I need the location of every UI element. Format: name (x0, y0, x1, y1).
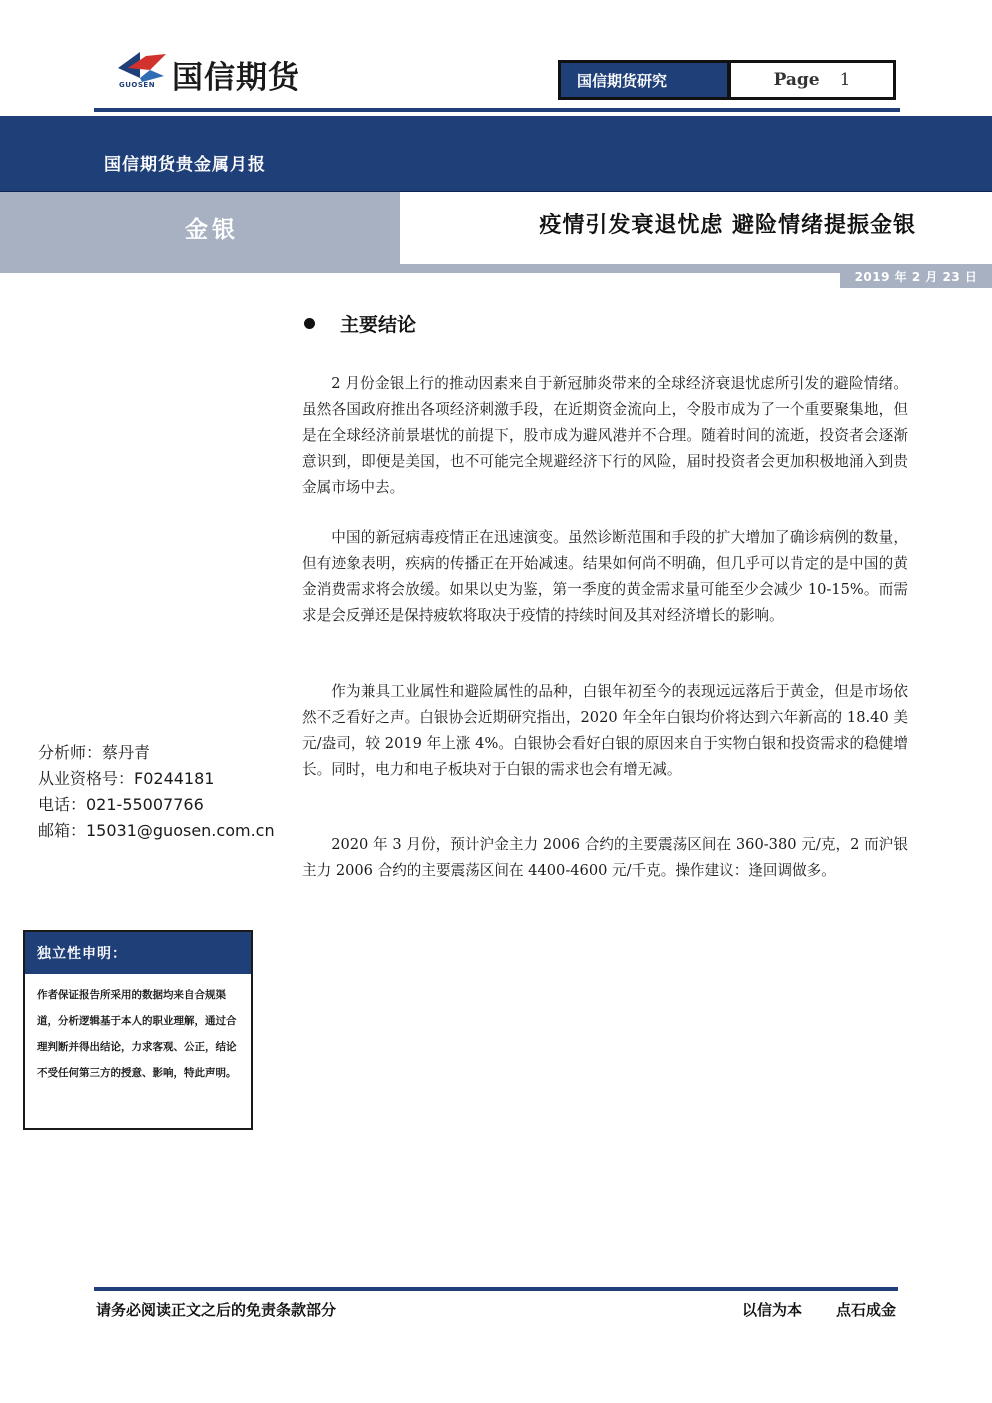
footer-slogan (640, 1299, 896, 1320)
independence-statement-box (23, 930, 253, 1130)
analyst-license: 从业资格号：F0244181 (38, 769, 215, 788)
analyst-name: 分析师：蔡丹青 (38, 743, 151, 762)
report-title: 国信期货贵金属月报 (104, 155, 266, 175)
metal-category: 金银 (185, 216, 239, 243)
header-rule (94, 108, 900, 112)
section-heading (304, 310, 416, 337)
guosen-logo-icon (116, 48, 170, 84)
analyst-info (38, 740, 275, 844)
footer-disclaimer: 请务必阅读正文之后的免责条款部分 (96, 1301, 337, 1319)
paragraph: 作为兼具工业属性和避险属性的品种，白银年初至今的表现远远落后于黄金，但是市场依然不乏看好之声。白银协会近期研究指出，2020 年全年白银均价将达到六年新高的 18.40 美元/盎司，较 2019 年上涨 4%。白银协会看好白银的原因来自于实物白银和投资需求的稳健增长。同时，电力和电子板块对于白银的需求也会有增无减。 (302, 683, 908, 778)
report-date: 2019 年 2 月 23 日 (840, 264, 992, 288)
page-number: 1 (839, 70, 851, 90)
paragraph: 2 月份金银上行的推动因素来自于新冠肺炎带来的全球经济衰退忧虑所引发的避险情绪。虽然各国政府推出各项经济刺激手段，在近期资金流向上，令股市成为了一个重要聚集地，但是在全球经济前景堪忧的前提下，股市成为避风港并不合理。随着时间的流逝，投资者会逐渐意识到，即便是美国，也不可能完全规避经济下行的风险，届时投资者会更加积极地涌入到贵金属市场中去。 (302, 375, 908, 496)
analyst-email: 邮箱：15031@guosen.com.cn (38, 821, 275, 840)
brand-sub: GUOSEN (119, 81, 156, 89)
slogan-2: 点石成金 (835, 1301, 896, 1319)
guosen-logo (116, 48, 356, 96)
analyst-phone: 电话：021-55007766 (38, 795, 204, 814)
research-label: 国信期货研究 (561, 63, 727, 97)
footer-rule (94, 1287, 898, 1291)
page-label: Page (773, 70, 820, 90)
independence-title: 独立性申明： (25, 932, 251, 974)
slogan-1: 以信为本 (741, 1301, 802, 1319)
paragraph: 中国的新冠病毒疫情正在迅速演变。虽然诊断范围和手段的扩大增加了确诊病例的数量，但有迹象表明，疾病的传播正在开始减速。结果如何尚不明确，但几乎可以肯定的是中国的黄金消费需求将会放缓。如果以史为鉴，第一季度的黄金需求量可能至少会减少 10-15%。而需求是会反弹还是保持疲软将取决于疫情的持续时间及其对经济增长的影响。 (302, 529, 908, 624)
page-indicator (731, 63, 893, 97)
research-page-box (558, 60, 896, 100)
independence-text: 作者保证报告所采用的数据均来自合规渠道，分析逻辑基于本人的职业理解，通过合理判断并得出结论，力求客观、公正，结论不受任何第三方的授意、影响，特此声明。 (37, 989, 237, 1079)
paragraph: 2020 年 3 月份，预计沪金主力 2006 合约的主要震荡区间在 360-380 元/克，2 而沪银主力 2006 合约的主要震荡区间在 4400-4600 元/千克。操作建议：逢回调做多。 (302, 836, 908, 879)
brand-name: 国信期货 (172, 60, 300, 96)
bullet-icon (304, 318, 315, 329)
report-headline: 疫情引发衰退忧虑 避险情绪提振金银 (539, 212, 916, 238)
section-heading-text: 主要结论 (340, 314, 417, 336)
